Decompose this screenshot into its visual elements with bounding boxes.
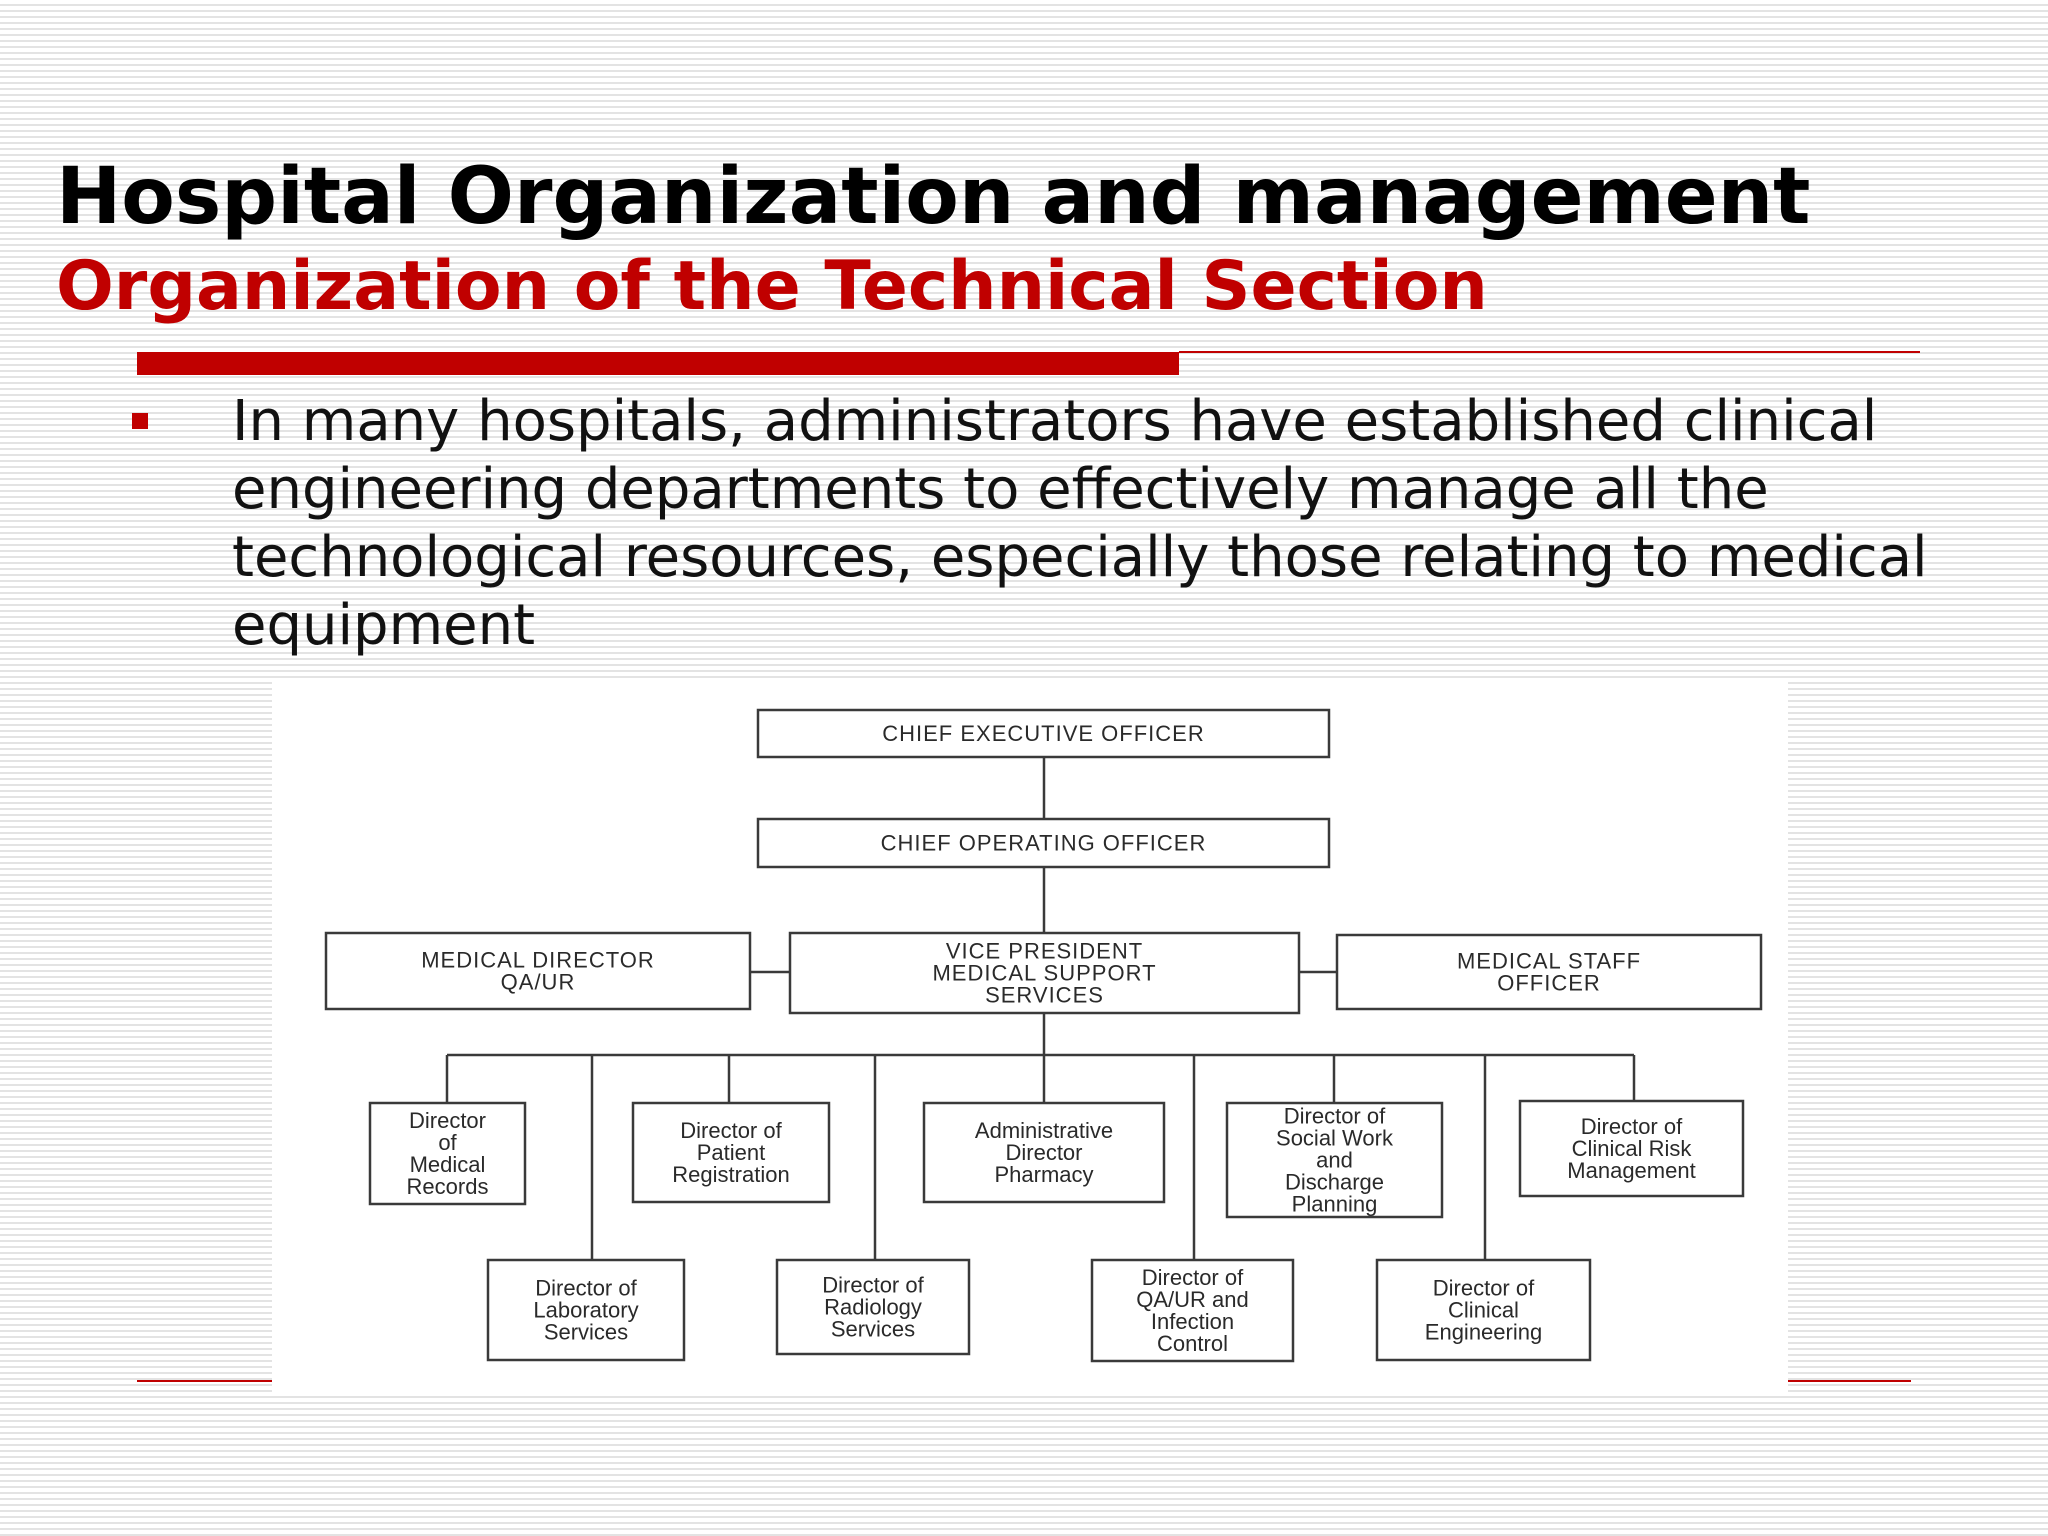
org-node-lab [488,1260,684,1360]
bullet-text: In many hospitals, administrators have established clinical engineering departments to effectively manage all the technological resources, especially those relating to medical equipment [232,389,1928,658]
org-node-coo [758,819,1329,867]
org-node-label: Services [830,1316,916,1342]
org-node-label: Services [543,1319,629,1345]
org-node-label: QA/UR [500,969,576,995]
org-node-risk [1520,1101,1743,1196]
org-node-label: Discharge [1284,1169,1385,1195]
org-node-label: and [1316,1147,1353,1173]
org-node-label: MEDICAL DIRECTOR [421,947,655,973]
org-node-social [1227,1103,1442,1217]
org-node-label: Registration [672,1162,790,1187]
org-node-label: Social Work [1276,1125,1393,1151]
org-node-label: CHIEF OPERATING OFFICER [880,830,1207,856]
org-node-label: Director of [822,1272,924,1298]
org-node-label: Laboratory [533,1297,639,1323]
org-node-label: of [438,1130,457,1155]
org-node-records [370,1103,525,1204]
org-node-pharmacy [924,1103,1164,1202]
org-node-label: SERVICES [985,982,1104,1008]
org-node-label: Patient [696,1140,766,1165]
org-node-label: Director of [535,1275,637,1301]
org-node-label: Director of [1141,1265,1244,1290]
accent-rule [1179,351,1920,353]
org-node-label: OFFICER [1497,970,1601,996]
org-node-label: Director [408,1108,487,1133]
org-node-label: Director of [1580,1114,1683,1139]
org-node-label: VICE PRESIDENT [945,938,1144,964]
org-node-label: Administrative [974,1118,1114,1143]
org-node-staff [1337,935,1761,1009]
org-chart-panel [272,679,1788,1394]
bullet-square-icon [132,413,148,429]
org-node-patient [633,1103,829,1202]
org-node-label: Planning [1291,1191,1378,1217]
org-node-label: Medical [409,1152,486,1177]
org-node-label: Records [406,1174,489,1199]
accent-bar [137,352,1179,375]
org-node-label: Radiology [824,1294,922,1320]
org-node-label: Director of [1283,1103,1386,1129]
org-node-label: Management [1567,1158,1696,1183]
org-node-label: Infection [1150,1309,1235,1334]
org-node-label: Clinical Risk [1571,1136,1692,1161]
org-node-label: CHIEF EXECUTIVE OFFICER [882,721,1205,746]
org-node-clin-eng [1377,1260,1590,1360]
org-node-label: MEDICAL SUPPORT [932,960,1157,986]
org-node-label: Pharmacy [994,1162,1094,1187]
org-node-label: Director of [680,1118,782,1143]
org-node-label: QA/UR and [1136,1287,1249,1312]
org-node-label: Clinical [1448,1297,1519,1323]
org-chart [272,679,1788,1394]
org-node-label: Control [1157,1331,1228,1356]
slide-title: Hospital Organization and management [56,152,1811,242]
org-node-label: MEDICAL STAFF [1456,948,1642,974]
org-node-label: Engineering [1424,1319,1543,1345]
org-node-med-dir [326,933,750,1009]
org-node-ceo [758,710,1329,757]
org-node-label: Director [1005,1140,1083,1165]
org-node-vp [790,933,1299,1013]
org-node-radiology [777,1260,969,1354]
org-node-qaur [1092,1260,1293,1361]
org-node-label: Director of [1432,1275,1535,1301]
slide-subtitle: Organization of the Technical Section [56,247,1488,326]
